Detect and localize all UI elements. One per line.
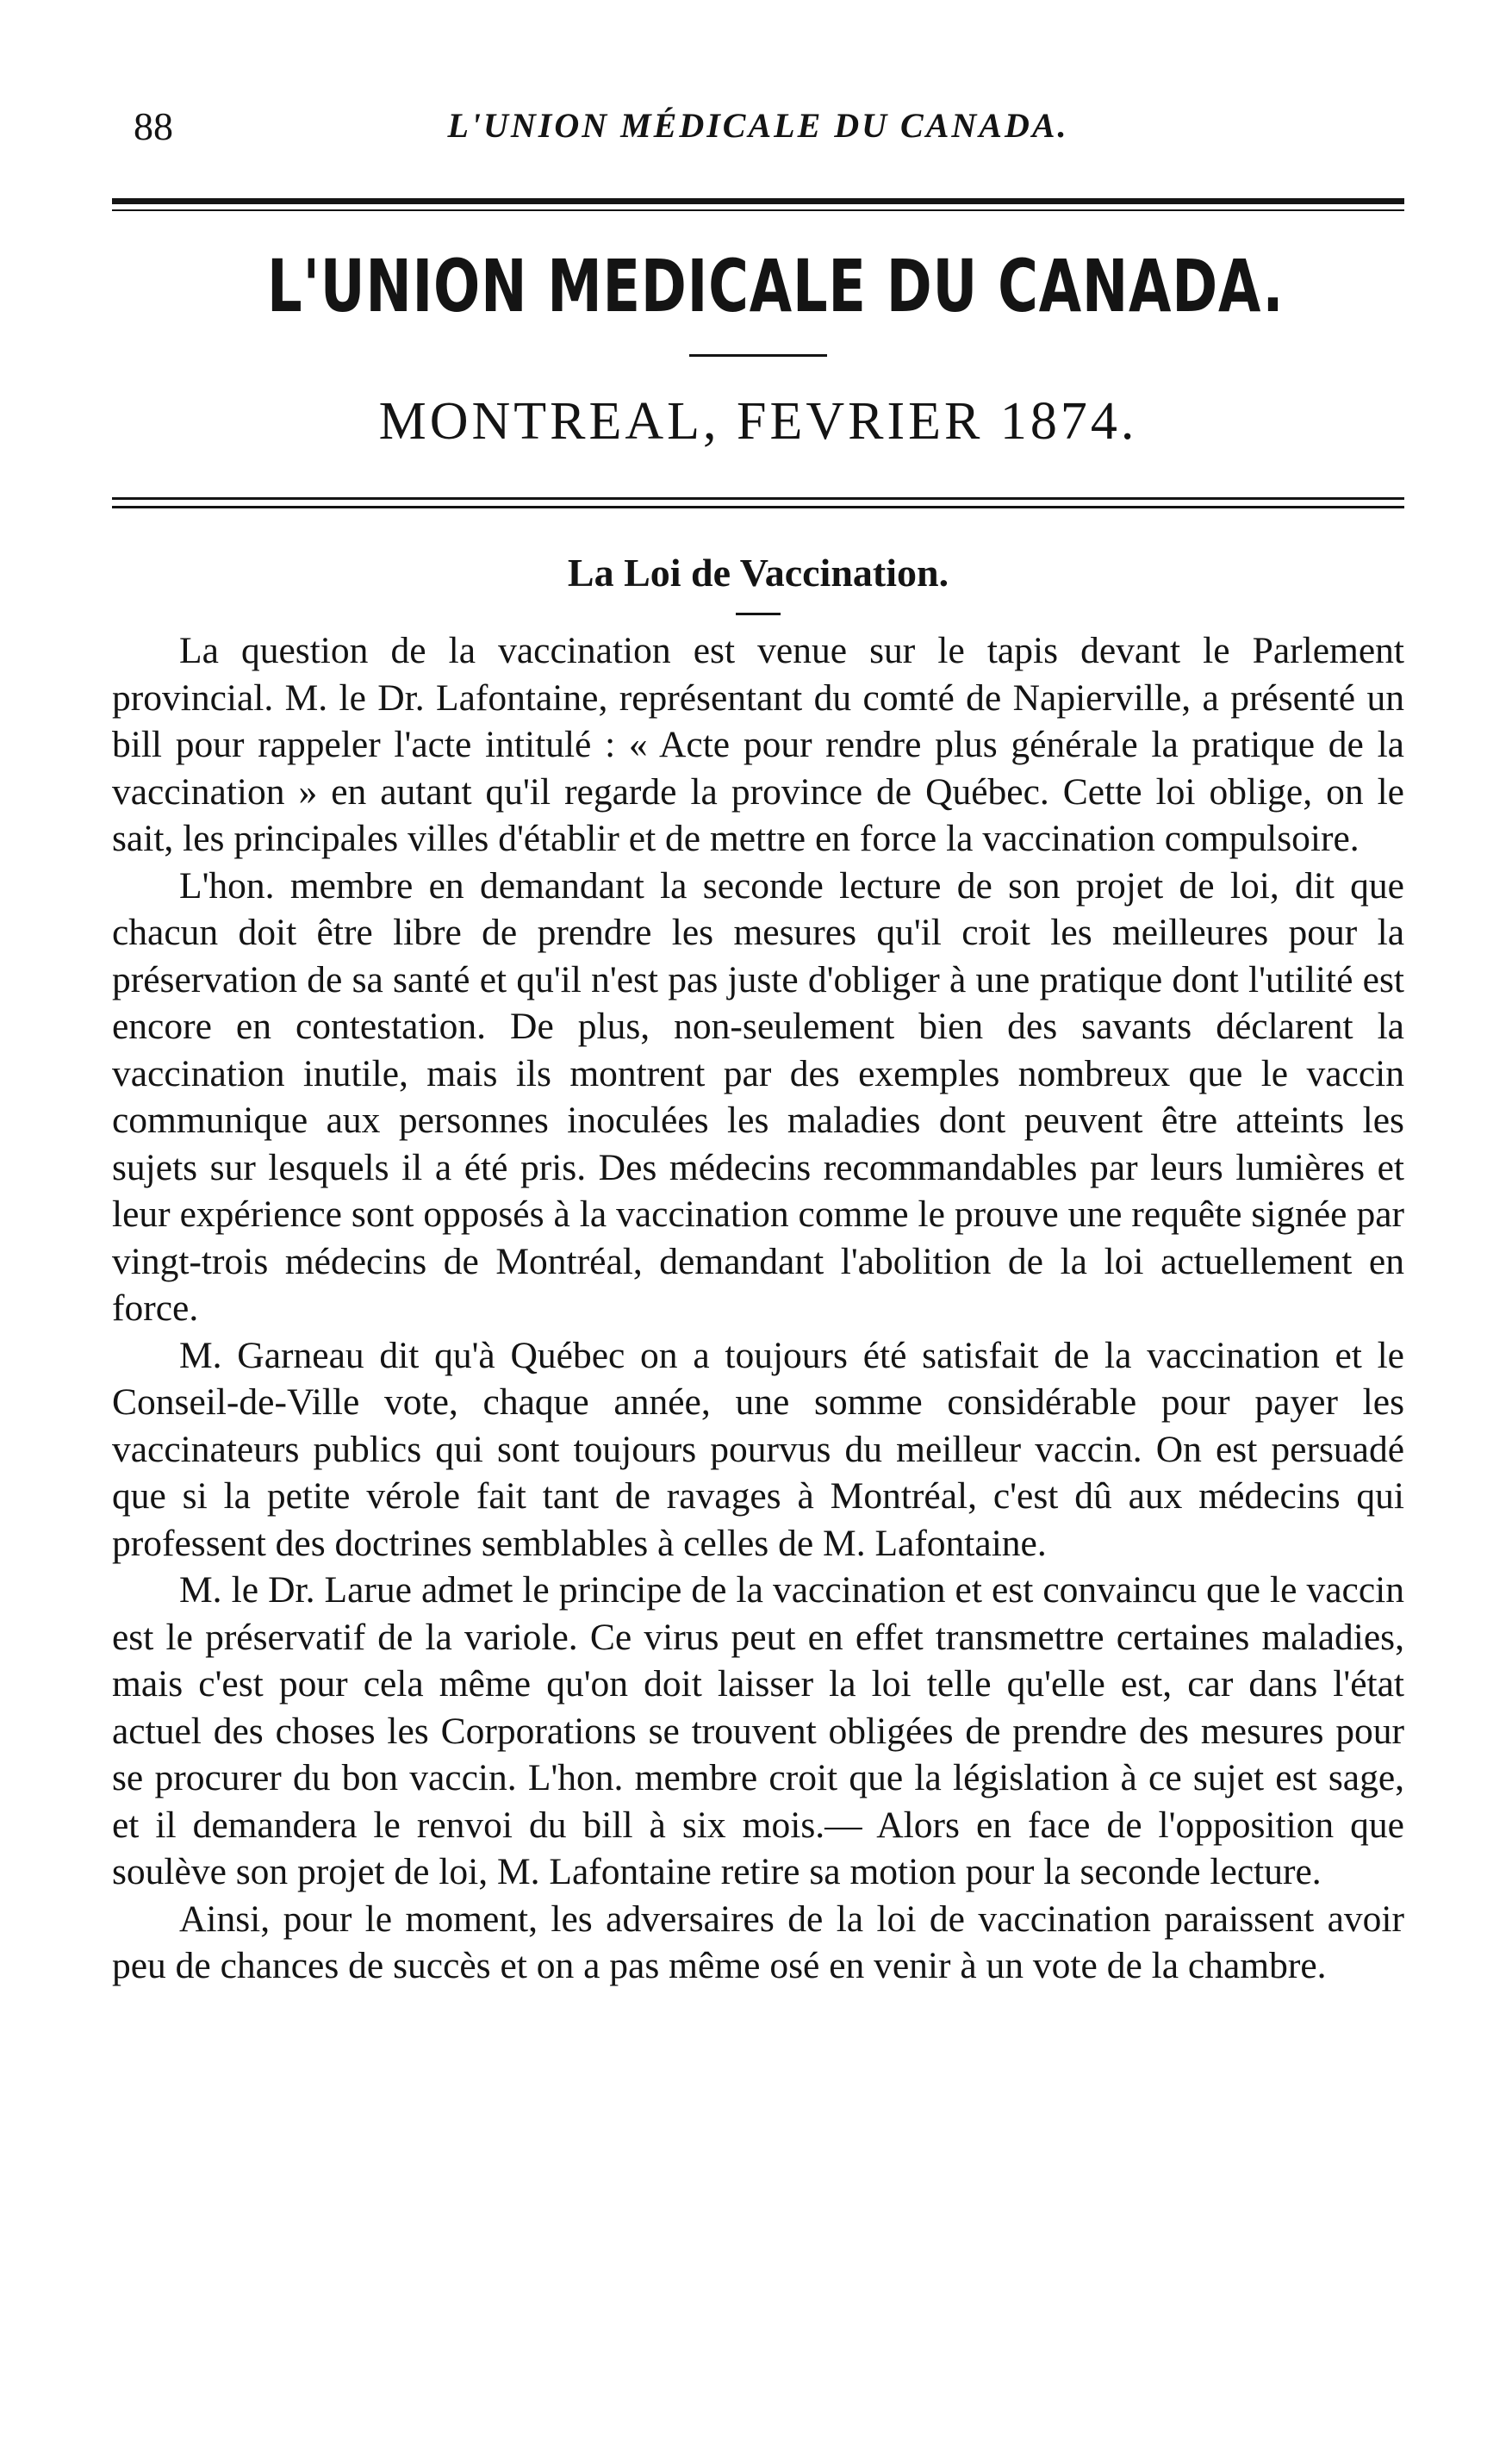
article-paragraph: La question de la vaccination est venue sur le tapis devant le Parlement provincial. M. le Dr. Lafontaine, représentant du comté de Napierville, a présenté un bill pour rappeler l'acte intitulé : « Acte pour rendre plus générale la pratique de la vaccination » en autant qu'il regarde la province de Québec. Cette loi oblige, on le sait, les principales villes d'établir et de mettre en force la vaccination compulsoire. (112, 630, 1404, 859)
page-number: 88 (134, 104, 173, 148)
journal-page (112, 86, 1404, 1990)
article-paragraph: M. le Dr. Larue admet le principe de la vaccination et est convaincu que le vaccin est le préservatif de la variole. Ce virus peut en effet transmettre certaines maladies, mais c'est pour cela même qu'on doit laisser la loi telle qu'elle est, car dans l'état actuel des choses les Corporations se trouvent obligées de prendre des mesures pour se procurer du bon vaccin. L'hon. membre croit que la législation à ce sujet est sage, et il demandera le renvoi du bill à six mois.— Alors en face de l'opposition que soulève son projet de loi, M. Lafontaine retire sa motion pour la seconde lecture. (112, 1569, 1404, 1892)
masthead-title: L'UNION MEDICALE DU CANADA. (267, 244, 1285, 328)
thin-rule (112, 209, 1404, 211)
heavy-rule (112, 198, 1404, 204)
article-title: La Loi de Vaccination. (567, 551, 949, 595)
masthead-divider (689, 354, 827, 357)
double-rule (112, 497, 1404, 508)
article-paragraph: M. Garneau dit qu'à Québec on a toujours été satisfait de la vaccination et le Conseil-de-Ville vote, chaque année, une somme considérable pour payer les vaccinateurs publics qui sont toujours pourvus du meilleur vaccin. On est persuadé que si la petite vérole fait tant de ravages à Montréal, c'est dû aux médecins qui professent des doctrines semblables à celles de M. Lafontaine. (112, 1334, 1404, 1564)
article-title-divider (736, 613, 781, 615)
dateline: MONTREAL, FEVRIER 1874. (378, 392, 1138, 451)
running-title: L'UNION MÉDICALE DU CANADA. (447, 106, 1069, 145)
article-paragraph: Ainsi, pour le moment, les adversaires de la loi de vaccination paraissent avoir peu de chances de succès et on a pas même osé en venir à un vote de la chambre. (112, 1898, 1404, 1986)
running-head (112, 86, 1404, 164)
double-rule-bottom (112, 506, 1404, 508)
article-body (112, 627, 1404, 1990)
article-paragraph: L'hon. membre en demandant la seconde lecture de son projet de loi, dit que chacun doit être libre de prendre les mesures qu'il croit les meilleures pour la préservation de sa santé et qu'il n'est pas juste d'obliger à une pratique dont l'utilité est encore en contestation. De plus, non-seulement bien des savants déclarent la vaccination inutile, mais ils montrent par des exemples nombreux que le vaccin communique aux personnes inoculées les maladies dont peuvent être atteints les sujets sur lesquels il a été pris. Des médecins recommandables par leurs lumières et leur expérience sont opposés à la vaccination comme le prouve une requête signée par vingt-trois médecins de Montréal, demandant l'abolition de la loi actuellement en force. (112, 864, 1404, 1329)
double-rule-top (112, 497, 1404, 500)
